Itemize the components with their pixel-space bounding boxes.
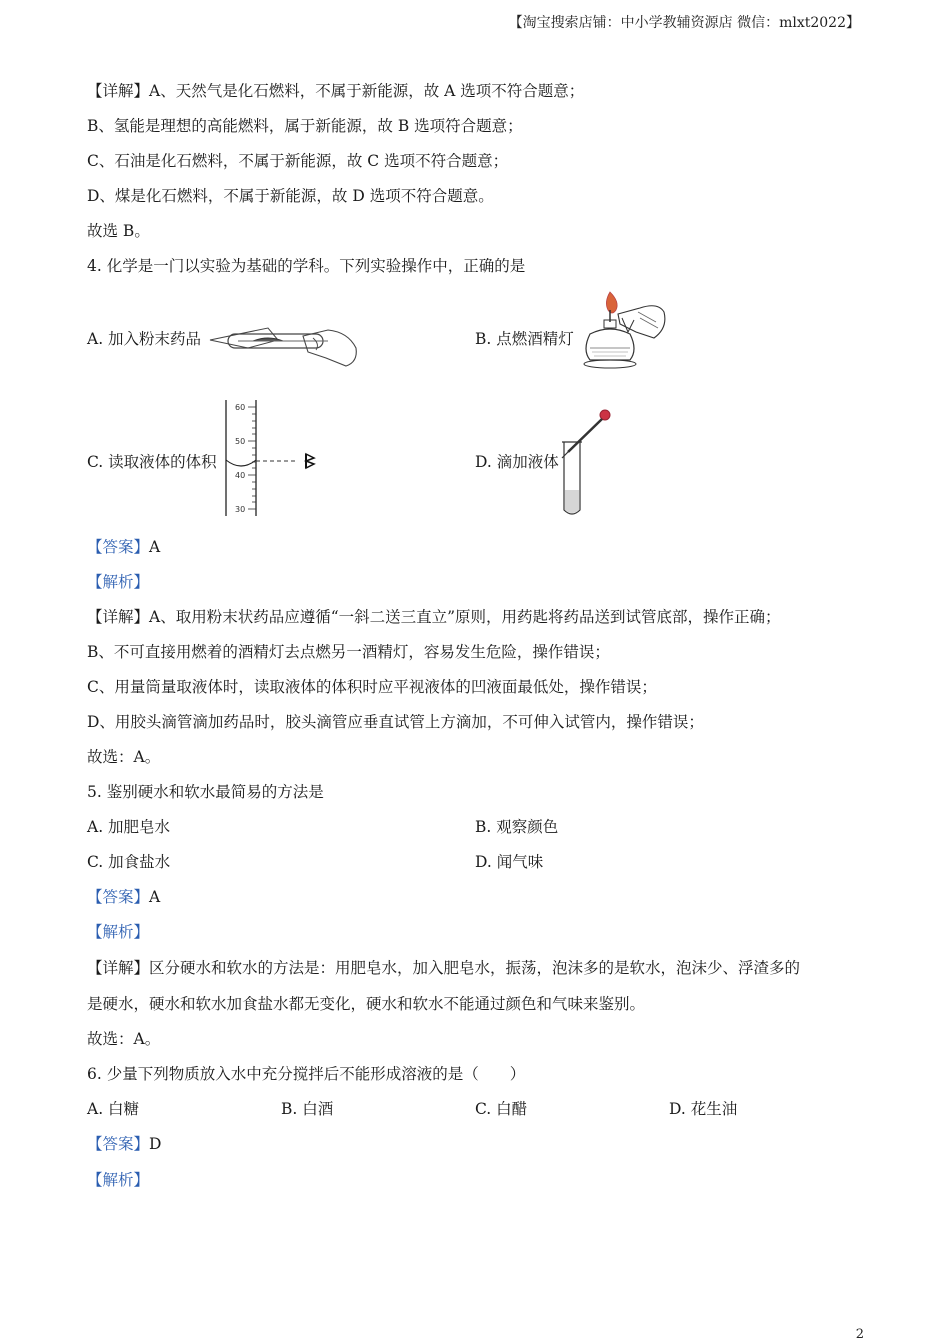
- detail-text: A、取用粉末状药品应遵循“一斜二送三直立”原则，用药匙将药品送到试管底部，操作正确；: [149, 608, 781, 626]
- q4-detail-d: D、用胶头滴管滴加药品时，胶头滴管应垂直试管上方滴加，不可伸入试管内，操作错误；: [87, 713, 704, 731]
- q3-conclusion: 故选 B。: [87, 222, 150, 240]
- q4-option-b: B. 点燃酒精灯: [475, 330, 574, 348]
- answer-tag: 【答案】: [87, 888, 150, 906]
- detail-tag: 【详解】: [87, 608, 150, 626]
- q6-answer: [87, 1133, 161, 1155]
- tick-30: 30: [235, 505, 246, 514]
- tick-40: 40: [235, 471, 246, 480]
- q4-conclusion: 故选：A。: [87, 748, 161, 766]
- q6-option-d: D. 花生油: [669, 1100, 738, 1118]
- powder-test-tube-figure: [208, 318, 363, 370]
- detail-tag: 【详解】: [87, 82, 150, 100]
- q4-question: 4. 化学是一门以实验为基础的学科。下列实验操作中，正确的是: [87, 257, 526, 275]
- answer-value: A: [149, 538, 161, 556]
- q6-option-b: B. 白酒: [281, 1100, 334, 1118]
- dropper-figure: [556, 406, 616, 520]
- q5-option-c: C. 加食盐水: [87, 853, 171, 871]
- q6-question: 6. 少量下列物质放入水中充分搅拌后不能形成溶液的是（ ）: [87, 1065, 526, 1083]
- q4-option-d: D. 滴加液体: [475, 453, 559, 471]
- answer-tag: 【答案】: [87, 538, 150, 556]
- q3-detail-c: C、石油是化石燃料，不属于新能源，故 C 选项不符合题意；: [87, 152, 509, 170]
- q4-option-c: C. 读取液体的体积: [87, 453, 217, 471]
- q6-analysis-tag: 【解析】: [87, 1171, 150, 1189]
- q5-question: 5. 鉴别硬水和软水最简易的方法是: [87, 783, 324, 801]
- q4-answer: [87, 536, 160, 558]
- tick-50: 50: [235, 437, 246, 446]
- q3-detail-d: D、煤是化石燃料，不属于新能源，故 D 选项不符合题意。: [87, 187, 494, 205]
- answer-value: D: [149, 1135, 162, 1153]
- q4-analysis-tag: 【解析】: [87, 573, 150, 591]
- q4-detail-a: [87, 606, 781, 628]
- q3-detail-a: [87, 80, 584, 102]
- q4-detail-c: C、用量筒量取液体时，读取液体的体积时应平视液体的凹液面最低处，操作错误；: [87, 678, 657, 696]
- q3-detail-b: B、氢能是理想的高能燃料，属于新能源，故 B 选项符合题意；: [87, 117, 523, 135]
- q5-option-d: D. 闻气味: [475, 853, 544, 871]
- q6-option-a: A. 白糖: [87, 1100, 140, 1118]
- alcohol-lamp-figure: [578, 288, 670, 370]
- q5-detail-1: [87, 957, 800, 979]
- detail-text: A、天然气是化石燃料，不属于新能源，故 A 选项不符合题意；: [149, 82, 585, 100]
- detail-tag: 【详解】: [87, 959, 150, 977]
- page-header: 【淘宝搜索店铺：中小学教辅资源店 微信：mlxt2022】: [508, 15, 860, 31]
- tick-60: 60: [235, 403, 246, 412]
- graduated-cylinder-figure: [210, 398, 325, 518]
- detail-text: 区分硬水和软水的方法是：用肥皂水，加入肥皂水，振荡，泡沫多的是软水，泡沫少、浮渣多的: [149, 959, 801, 977]
- q5-option-a: A. 加肥皂水: [87, 818, 171, 836]
- answer-value: A: [149, 888, 161, 906]
- answer-tag: 【答案】: [87, 1135, 150, 1153]
- q4-option-a: A. 加入粉末药品: [87, 330, 202, 348]
- q5-option-b: B. 观察颜色: [475, 818, 559, 836]
- q4-detail-b: B、不可直接用燃着的酒精灯去点燃另一酒精灯，容易发生危险，操作错误；: [87, 643, 610, 661]
- q6-option-c: C. 白醋: [475, 1100, 528, 1118]
- q5-analysis-tag: 【解析】: [87, 923, 150, 941]
- page-number: 2: [855, 1327, 864, 1342]
- q5-detail-2: 是硬水，硬水和软水加食盐水都无变化，硬水和软水不能通过颜色和气味来鉴别。: [87, 995, 646, 1013]
- q5-conclusion: 故选：A。: [87, 1030, 161, 1048]
- q5-answer: [87, 886, 160, 908]
